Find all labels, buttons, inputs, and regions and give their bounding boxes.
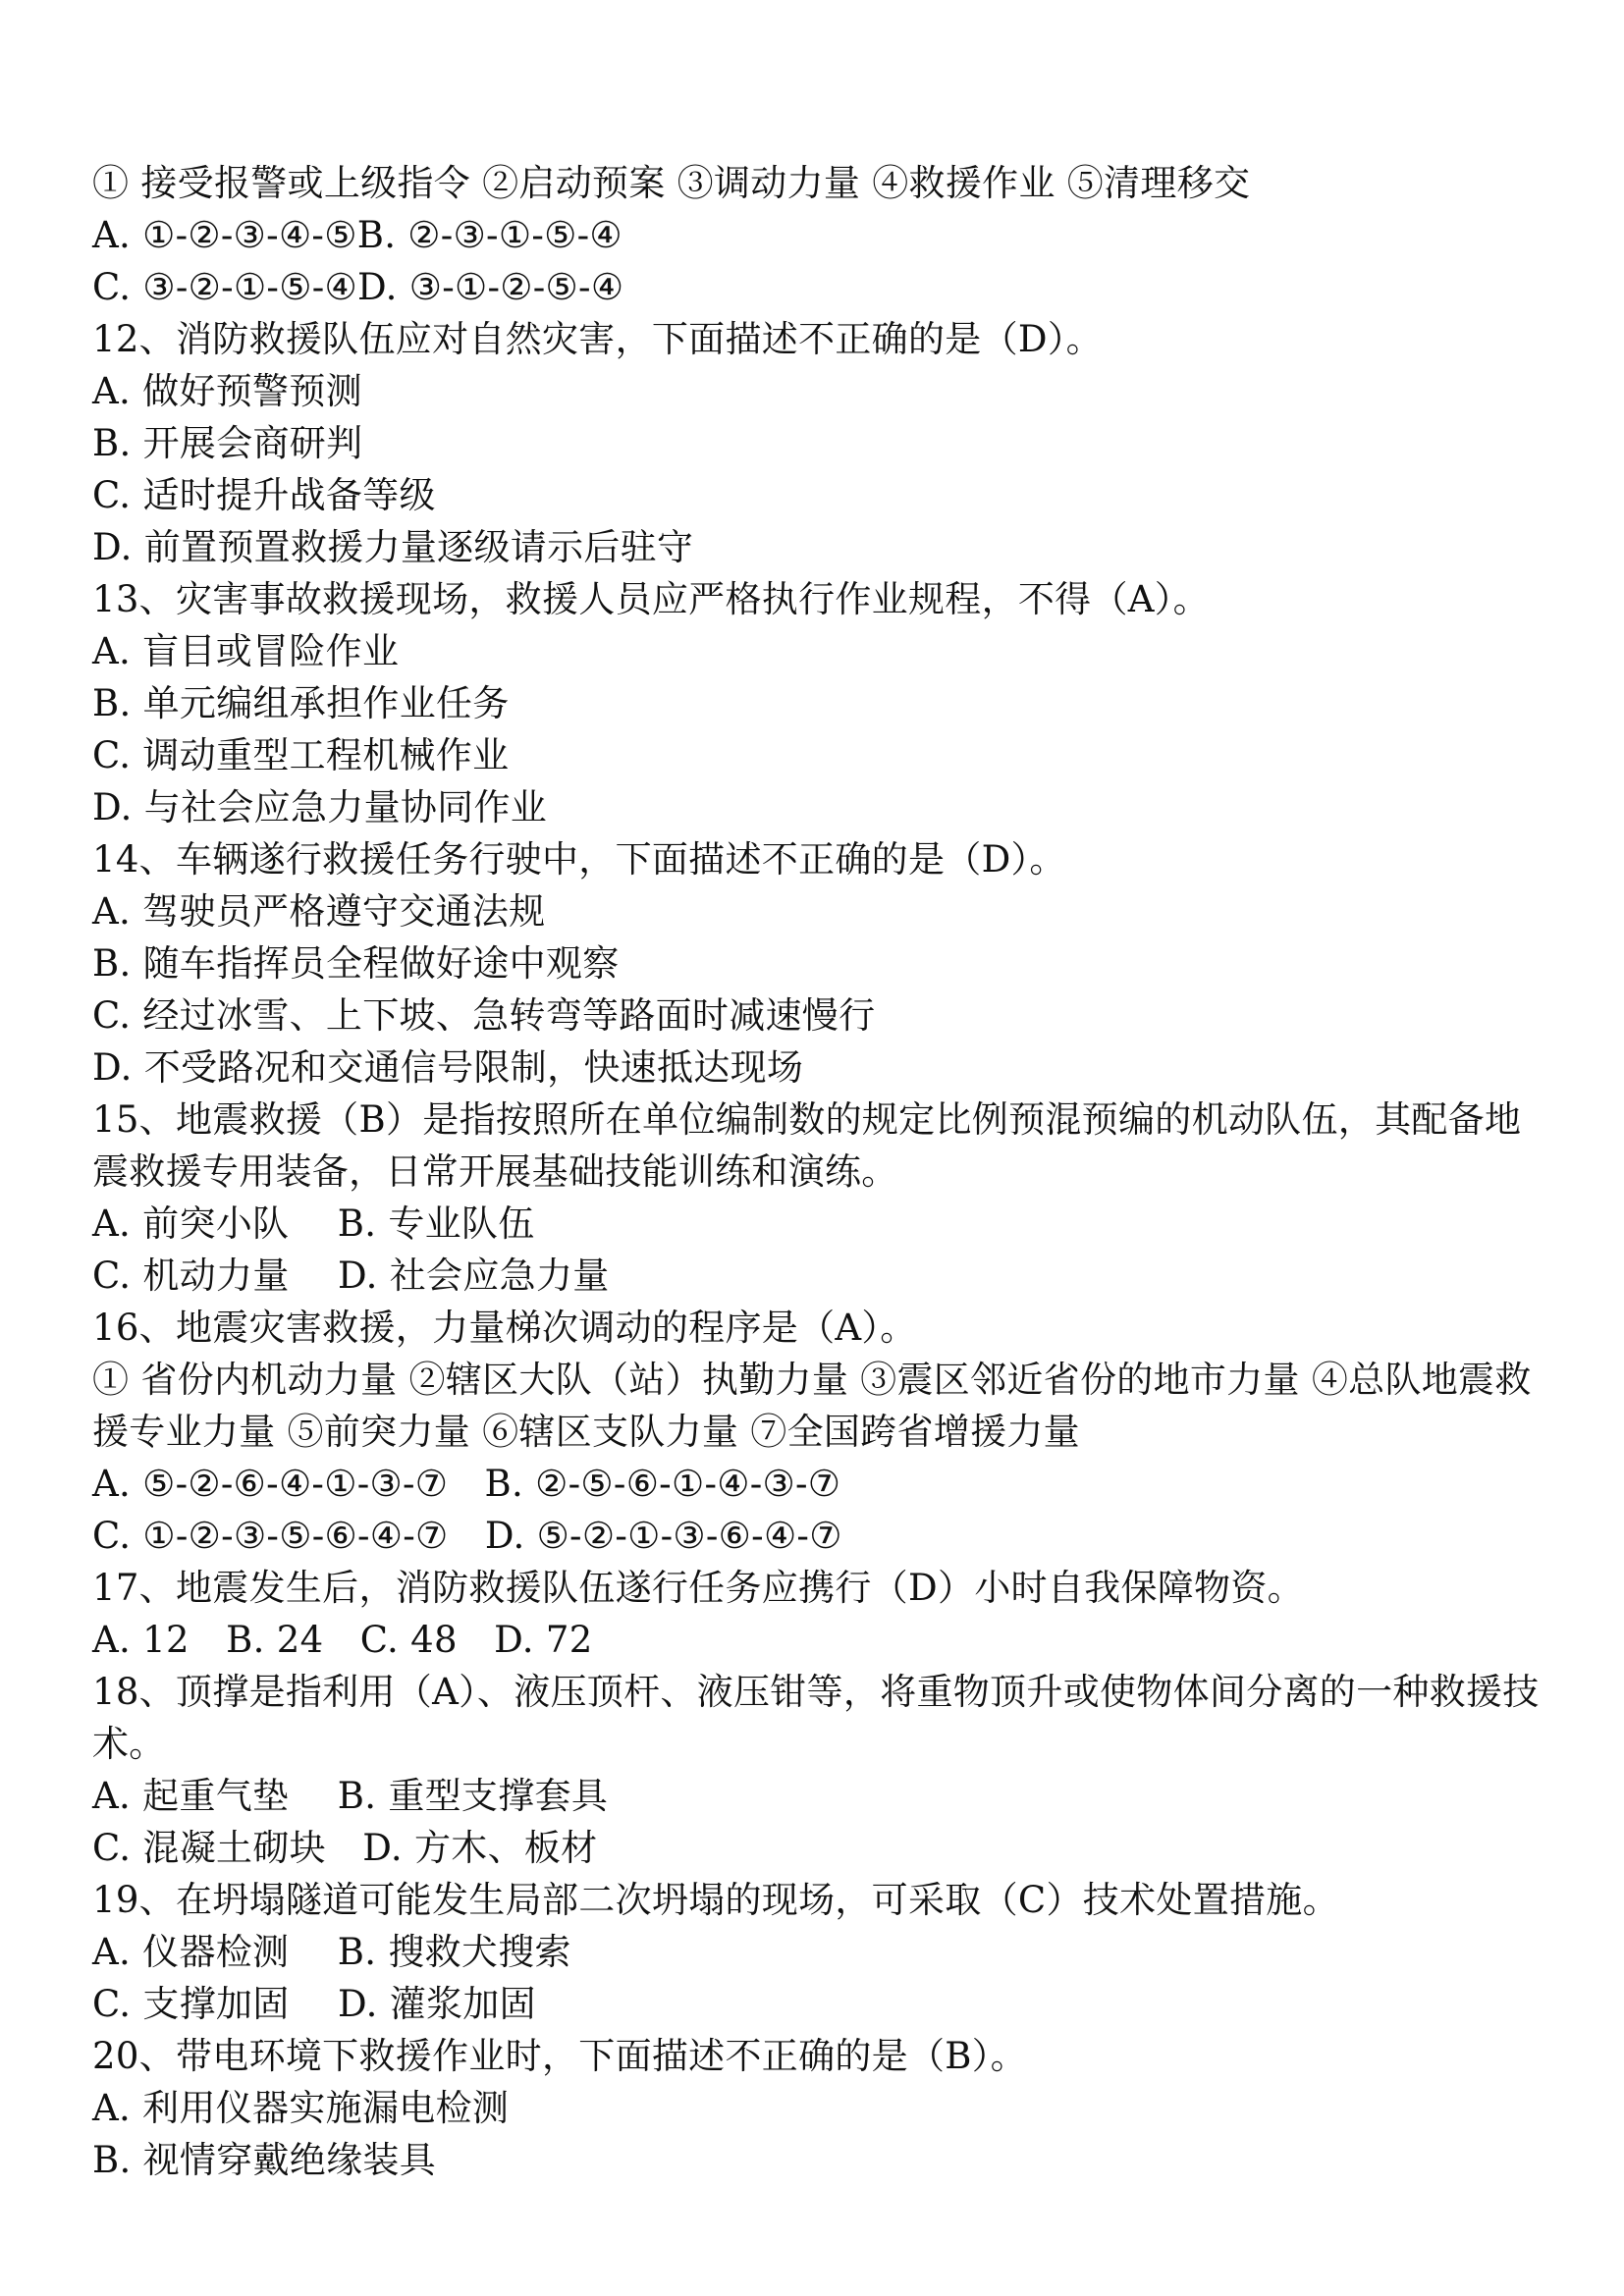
option-line: C. 机动力量 D. 社会应急力量 [92,1255,610,1297]
option-line: C. 调动重型工程机械作业 [92,734,510,776]
option-line: D. 前置预置救援力量逐级请示后驻守 [92,526,694,568]
sequence-steps-line: ① 接受报警或上级指令 ②启动预案 ③调动力量 ④救援作业 ⑤清理移交 [92,162,1251,204]
question-18: 18、顶撑是指利用（A）、液压顶杆、液压钳等，将重物顶升或使物体间分离的一种救援技术。 [92,1671,1540,1765]
question-14: 14、车辆遂行救援任务行驶中，下面描述不正确的是（D）。 [92,838,1066,881]
document-body [92,157,1545,2186]
question-12: 12、消防救援队伍应对自然灾害，下面描述不正确的是（D）。 [92,318,1103,360]
question-15: 15、地震救援（B）是指按照所在单位编制数的规定比例预混预编的机动队伍，其配备地震救援专用装备，日常开展基础技能训练和演练。 [92,1098,1522,1193]
option-line: A. 12 B. 24 C. 48 D. 72 [92,1619,593,1661]
option-line: B. 随车指挥员全程做好途中观察 [92,942,620,985]
option-line: D. 与社会应急力量协同作业 [92,786,548,828]
option-line: B. 视情穿戴绝缘装具 [92,2139,437,2181]
question-19: 19、在坍塌隧道可能发生局部二次坍塌的现场，可采取（C）技术处置措施。 [92,1879,1339,1921]
option-line: A. ⑤-②-⑥-④-①-③-⑦ B. ②-⑤-⑥-①-④-③-⑦ [92,1463,841,1505]
option-line: C. ③-②-①-⑤-④D. ③-①-②-⑤-④ [92,266,624,308]
option-line: B. 开展会商研判 [92,422,363,464]
option-line: D. 不受路况和交通信号限制，快速抵达现场 [92,1046,804,1089]
question-17: 17、地震发生后，消防救援队伍遂行任务应携行（D）小时自我保障物资。 [92,1567,1304,1609]
option-line: B. 单元编组承担作业任务 [92,682,510,724]
option-line: C. 适时提升战备等级 [92,474,436,516]
option-line: A. 起重气垫 B. 重型支撑套具 [92,1775,609,1817]
sequence-steps-line: ① 省份内机动力量 ②辖区大队（站）执勤力量 ③震区邻近省份的地市力量 ④总队地震救援专业力量 ⑤前突力量 ⑥辖区支队力量 ⑦全国跨省增援力量 [92,1359,1532,1453]
option-line: C. 混凝土砌块 D. 方木、板材 [92,1827,598,1869]
option-line: A. 仪器检测 B. 搜救犬搜索 [92,1931,571,1973]
option-line: C. 支撑加固 D. 灌浆加固 [92,1983,536,2025]
option-line: A. 盲目或冒险作业 [92,630,400,672]
option-line: A. ①-②-③-④-⑤B. ②-③-①-⑤-④ [92,214,623,256]
question-13: 13、灾害事故救援现场，救援人员应严格执行作业规程，不得（A）。 [92,578,1210,620]
question-20: 20、带电环境下救援作业时，下面描述不正确的是（B）。 [92,2035,1027,2077]
option-line: C. 经过冰雪、上下坡、急转弯等路面时减速慢行 [92,994,876,1037]
option-line: A. 做好预警预测 [92,370,362,412]
question-16: 16、地震灾害救援，力量梯次调动的程序是（A）。 [92,1307,917,1349]
option-line: A. 利用仪器实施漏电检测 [92,2087,510,2129]
option-line: C. ①-②-③-⑤-⑥-④-⑦ D. ⑤-②-①-③-⑥-④-⑦ [92,1515,842,1557]
option-line: A. 前突小队 B. 专业队伍 [92,1202,535,1245]
option-line: A. 驾驶员严格遵守交通法规 [92,890,546,933]
